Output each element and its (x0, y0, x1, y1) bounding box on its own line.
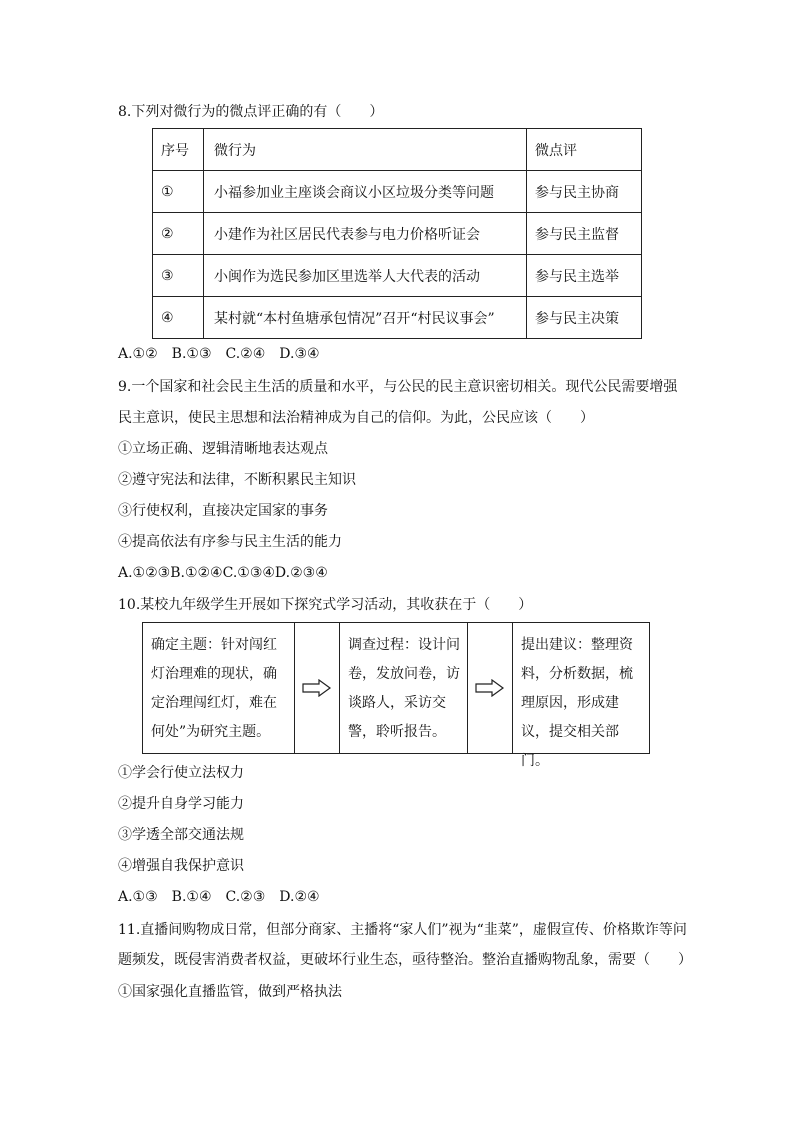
table-cell: 小闽作为选民参加区里选举人大代表的活动 (204, 255, 527, 297)
table-cell: 小福参加业主座谈会商议小区垃圾分类等问题 (204, 171, 527, 213)
q9-item: ②遵守宪法和法律，不断积累民主知识 (118, 472, 356, 488)
flow-box-suggestion: 提出建议：整理资料，分析数据，梳理原因，形成建议，提交相关部门。 (521, 637, 633, 769)
header-cell: 微行为 (204, 129, 527, 171)
q8-table (152, 128, 642, 339)
table-cell: 参与民主决策 (527, 297, 642, 339)
header-cell: 微点评 (527, 129, 642, 171)
table-row (153, 255, 642, 297)
table-cell: ④ (153, 297, 204, 339)
table-cell: 小建作为社区居民代表参与电力价格听证会 (204, 213, 527, 255)
q11-question-line1: 11.直播间购物成日常，但部分商家、主播将“家人们”视为“韭菜”，虚假宣传、价格欺诈等问 (118, 922, 687, 938)
table-row (153, 171, 642, 213)
q10-item: ②提升自身学习能力 (118, 796, 244, 812)
q9-item: ③行使权利，直接决定国家的事务 (118, 503, 328, 519)
table-cell: ② (153, 213, 204, 255)
q11-question-line2: 题频发，既侵害消费者权益，更破坏行业生态，亟待整治。整治直播购物乱象，需要（ ） (118, 952, 692, 968)
header-cell: 序号 (153, 129, 204, 171)
table-cell: 某村就“本村鱼塘承包情况”召开“村民议事会” (204, 297, 527, 339)
table-cell: 参与民主协商 (527, 171, 642, 213)
q10-question: 10.某校九年级学生开展如下探究式学习活动，其收获在于（ ） (118, 597, 533, 613)
q10-item: ④增强自我保护意识 (118, 858, 244, 874)
table-cell: 参与民主选举 (527, 255, 642, 297)
q9-question-line1: 9.一个国家和社会民主生活的质量和水平，与公民的民主意识密切相关。现代公民需要增强 (118, 379, 678, 395)
q9-item: ④提高依法有序参与民主生活的能力 (118, 534, 342, 550)
q8-options: A.①② B.①③ C.②④ D.③④ (118, 346, 320, 362)
table-row (153, 213, 642, 255)
arrow-right-icon (468, 623, 513, 753)
table-header-row (153, 129, 642, 171)
flow-box-process: 调查过程：设计问卷，发放问卷，访谈路人，采访交警，聆听报告。 (340, 623, 468, 753)
q10-item: ③学透全部交通法规 (118, 827, 244, 843)
q8-question: 8.下列对微行为的微点评正确的有（ ） (118, 104, 384, 120)
q10-item: ①学会行使立法权力 (118, 765, 244, 781)
q9-question-line2: 民主意识，使民主思想和法治精神成为自己的信仰。为此，公民应该（ ） (118, 410, 594, 426)
table-cell: 参与民主监督 (527, 213, 642, 255)
q9-item: ①立场正确、逻辑清晰地表达观点 (118, 441, 328, 457)
q10-options: A.①③ B.①④ C.②③ D.②④ (118, 889, 320, 905)
q9-options: A.①②③B.①②④C.①③④D.②③④ (118, 565, 328, 581)
table-cell: ③ (153, 255, 204, 297)
flow-box-topic: 确定主题：针对闯红灯治理难的现状，确定治理闯红灯，难在何处”为研究主题。 (143, 623, 295, 753)
table-row (153, 297, 642, 339)
q11-item: ①国家强化直播监管，做到严格执法 (118, 984, 342, 1000)
arrow-right-icon (295, 623, 340, 753)
table-cell: ① (153, 171, 204, 213)
q10-flow-diagram (142, 622, 650, 769)
